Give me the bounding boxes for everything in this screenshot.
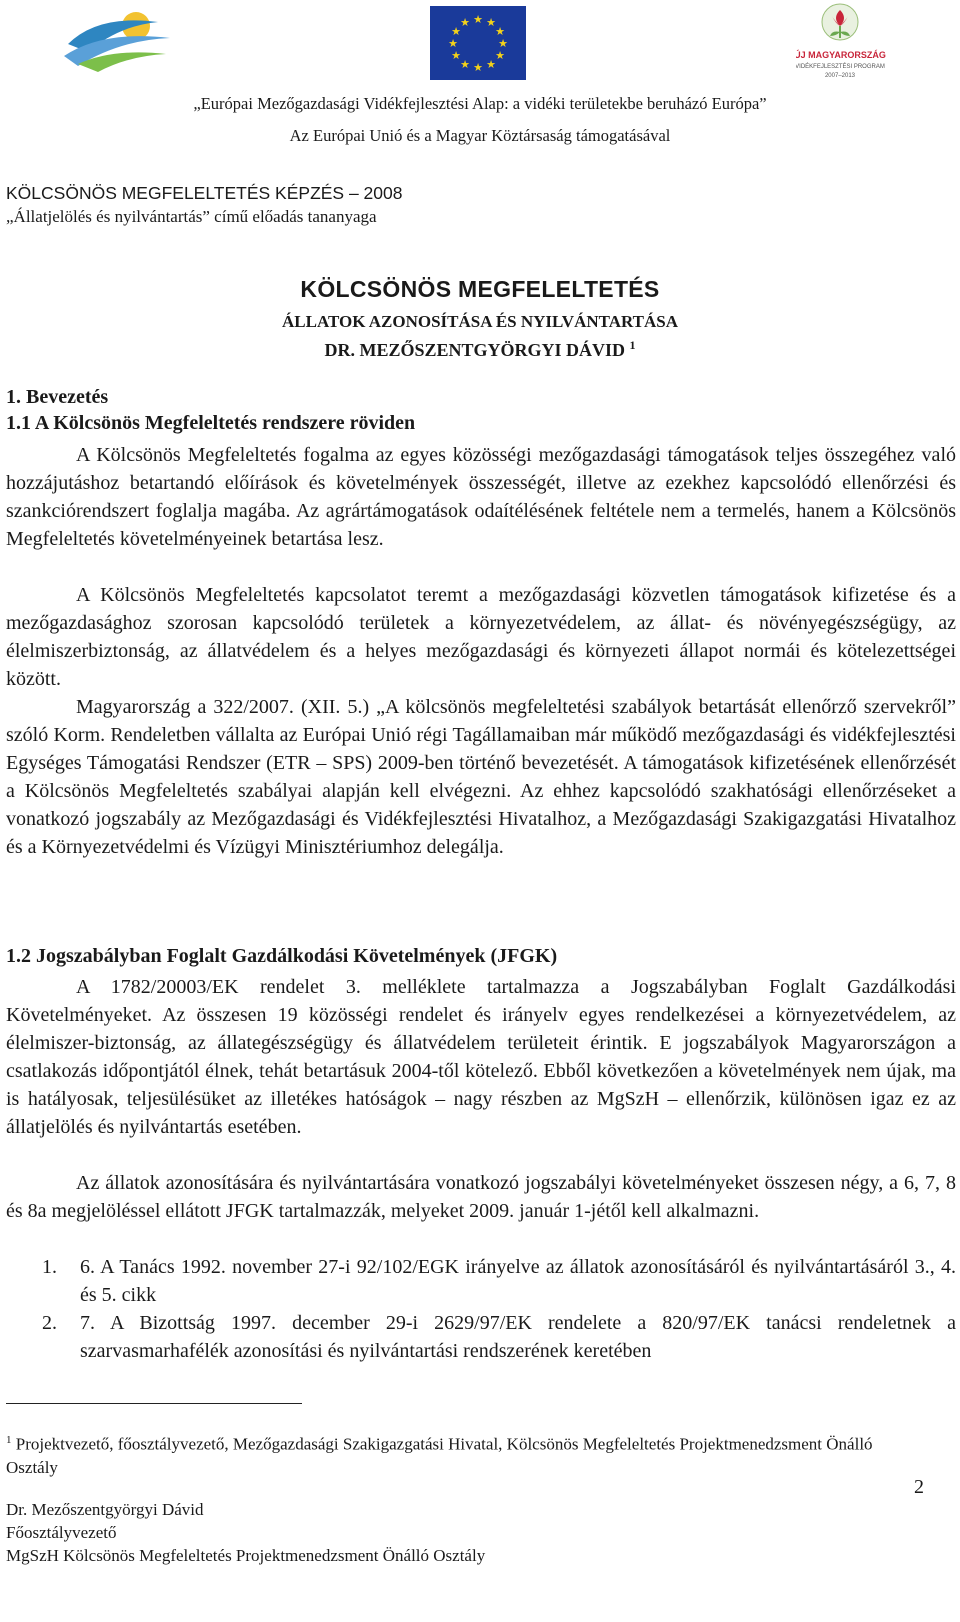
paragraph: A Kölcsönös Megfeleltetés fogalma az egyes közösségi mezőgazdasági támogatások teljes összegéhez való hozzájutáshoz betartandó előírások és követelmények összességét, illetve az ezekhez kapcsolódó ellenőrzési és szankciórendszert foglalja magába. Az agrártámogatások odaítélésének feltétele nem a termelés, hanem a Kölcsönös Megfeleltetés követelményeinek betartása lesz. bbox=[6, 444, 956, 550]
header-line-2: Az Európai Unió és a Magyar Köztársaság támogatásával bbox=[289, 126, 671, 145]
header-line-1: „Európai Mezőgazdasági Vidékfejlesztési Alap: a vidéki területekbe beruházó Európa” bbox=[193, 94, 767, 113]
section-heading-1: 1. Bevezetés bbox=[6, 386, 109, 408]
course-subtitle: „Állatjelölés és nyilvántartás” című előadás tananyaga bbox=[6, 207, 377, 226]
footnote-text: Projektvezető, főosztályvezető, Mezőgazdasági Szakigazgatási Hivatal, Kölcsönös Megfeleltetés Projektmenedzsment Önálló Osztály bbox=[6, 1434, 873, 1477]
sun-wave-logo bbox=[58, 4, 178, 74]
paragraph: Magyarország a 322/2007. (XII. 5.) „A kölcsönös megfeleltetési szabályok betartását ellenőrző szervekről” szóló Korm. Rendeletben vállalta az Európai Unió régi Tagállamaiban már működő mezőgazdasági és vidékfejlesztési Egységes Támogatási Rendszer (ETR – SPS) 2009-ben történő bevezetését. A támogatások kifizetésének ellenőrzését a Kölcsönös Megfeleltetés szabályai alapján kell elvégezni. Az ehhez kapcsolódó szakhatósági ellenőrzéseket a vonatkozó jogszabály az Mezőgazdasági és Vidékfejlesztési Hivatalhoz, a Mezőgazdasági Szakigazgatási Hivatalhoz és a Környezetvédelmi és Vízügyi Minisztériumhoz delegálja. bbox=[6, 696, 956, 858]
numbered-list bbox=[6, 1253, 956, 1365]
svg-text:★: ★ bbox=[495, 25, 505, 38]
page-number: 2 bbox=[914, 1476, 924, 1498]
svg-text:★: ★ bbox=[448, 37, 458, 50]
svg-text:★: ★ bbox=[473, 13, 483, 26]
section-heading-1-2: 1.2 Jogszabályban Foglalt Gazdálkodási Követelmények (JFGK) bbox=[6, 945, 558, 967]
svg-text:★: ★ bbox=[486, 58, 496, 71]
document-subtitle: ÁLLATOK AZONOSÍTÁSA ÉS NYILVÁNTARTÁSA bbox=[281, 312, 679, 331]
author-line bbox=[0, 338, 960, 361]
eu-flag-logo bbox=[430, 6, 526, 80]
list-item-text: 7. A Bizottság 1997. december 29-i 2629/97/EK rendelete a 820/97/EK tanácsi rendeletnek a szarvasmarhafélék azonosítási és nyilvántartási rendszerének keretében bbox=[80, 1312, 956, 1362]
list-item-text: 6. A Tanács 1992. november 27-i 92/102/EGK irányelve az állatok azonosításáról és nyilvántartásáról 3., 4. és 5. cikk bbox=[80, 1256, 956, 1306]
svg-text:★: ★ bbox=[460, 16, 470, 29]
footer-department: MgSzH Kölcsönös Megfeleltetés Projektmenedzsment Önálló Osztály bbox=[6, 1546, 486, 1565]
list-item-number: 2. bbox=[42, 1312, 57, 1334]
list-item bbox=[6, 1253, 956, 1309]
svg-text:★: ★ bbox=[451, 25, 461, 38]
footer-position: Főosztályvezető bbox=[6, 1523, 117, 1542]
svg-text:ÚJ MAGYARORSZÁG: ÚJ MAGYARORSZÁG bbox=[796, 50, 886, 60]
document-title: KÖLCSÖNÖS MEGFELELTETÉS bbox=[300, 276, 660, 302]
paragraph: A Kölcsönös Megfeleltetés kapcsolatot teremt a mezőgazdasági közvetlen támogatások kifizetése és a mezőgazdasághoz szorosan kapcsolódó területek a környezetvédelem, az állat- és növényegészségügy, az élelmiszerbiztonság, az állatvédelem és a helyes mezőgazdasági és környezeti állapot normái és kötelezettségei között. bbox=[6, 584, 956, 690]
svg-text:★: ★ bbox=[460, 58, 470, 71]
list-item-number: 1. bbox=[42, 1256, 57, 1278]
course-title: KÖLCSÖNÖS MEGFELELTETÉS KÉPZÉS – 2008 bbox=[6, 183, 403, 203]
paragraph: A 1782/20003/EK rendelet 3. melléklete tartalmazza a Jogszabályban Foglalt Gazdálkodási Követelményeket. Az összesen 19 közösségi rendelet és irányelv egyes rendelkezései a környezetvédelem, az élelmiszer-biztonság, az állategészségügy és állatvédelem területeit érintik. E jogszabályok Magyarországon a csatlakozás időpontjától élnek, tehát betartásuk 2004-től kötelező. Ebből következően a követelmények nem újak, ma is hatályosak, teljesülésüket az illetékes hatóságok – nagy részben az MgSzH – ellenőrzik, különösen igaz ez az állatjelölés és nyilvántartás esetében. bbox=[6, 976, 956, 1138]
svg-text:2007–2013: 2007–2013 bbox=[824, 73, 856, 79]
svg-text:★: ★ bbox=[451, 49, 461, 62]
author-name: DR. MEZŐSZENTGYÖRGYI DÁVID bbox=[324, 340, 626, 360]
svg-text:★: ★ bbox=[498, 37, 508, 50]
paragraph: Az állatok azonosítására és nyilvántartására vonatkozó jogszabályi követelményeket összesen négy, a 6, 7, 8 és 8a megjelöléssel ellátott JFGK tartalmazzák, melyeket 2009. január 1-jétől kell alkalmazni. bbox=[6, 1172, 956, 1222]
footer-author: Dr. Mezőszentgyörgyi Dávid bbox=[6, 1500, 204, 1519]
section-heading-1-1: 1.1 A Kölcsönös Megfeleltetés rendszere röviden bbox=[6, 412, 416, 434]
uj-magyarorszag-logo bbox=[796, 0, 906, 84]
footnote-ref[interactable]: 1 bbox=[629, 338, 636, 352]
svg-text:★: ★ bbox=[473, 61, 483, 74]
svg-text:★: ★ bbox=[486, 16, 496, 29]
footnote-mark: 1 bbox=[6, 1434, 12, 1446]
list-item bbox=[6, 1309, 956, 1365]
svg-text:VIDÉKFEJLESZTÉSI PROGRAM: VIDÉKFEJLESZTÉSI PROGRAM bbox=[796, 64, 885, 70]
footnote-divider bbox=[6, 1403, 302, 1404]
footnote bbox=[6, 1429, 906, 1479]
svg-text:★: ★ bbox=[495, 49, 505, 62]
